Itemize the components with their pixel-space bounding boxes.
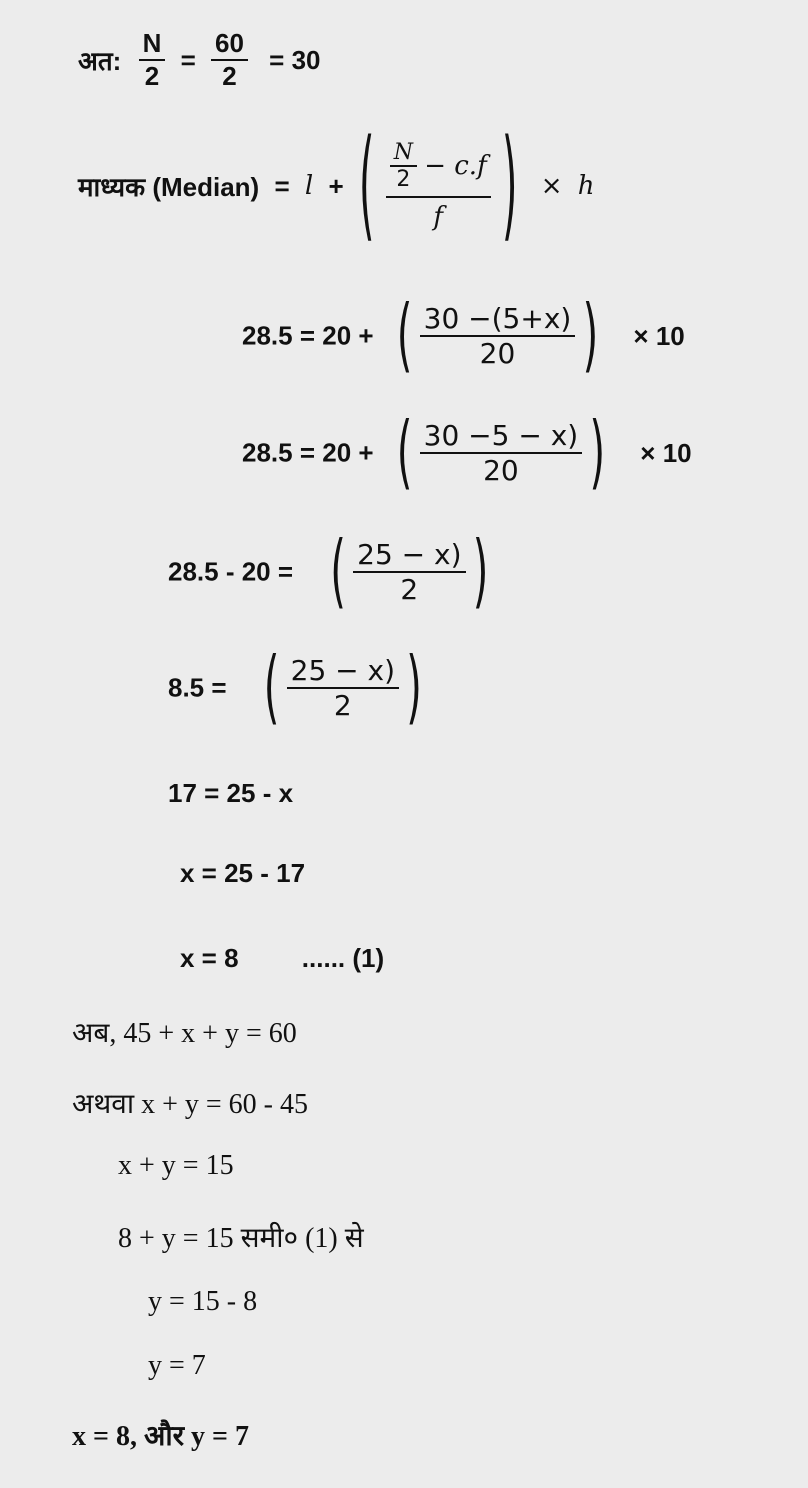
equation-step-4 (168, 642, 422, 734)
equals-sign: = (180, 44, 196, 75)
left-paren: ( (396, 290, 413, 382)
median-label: माध्यक (Median) (78, 172, 260, 202)
fraction-numerator: 30 −5 − x) (420, 419, 583, 454)
hindi-prefix: अत: (78, 46, 122, 76)
times-sign: × (540, 171, 563, 201)
final-answer: x = 8, और y = 7 (72, 1421, 250, 1452)
equation-reference: ...... (1) (301, 943, 385, 973)
equation-step-3 (168, 526, 489, 618)
frequency-symbol: f (433, 202, 443, 232)
minus-cf-symbol: − c.f (424, 151, 487, 181)
line-n-over-2 (78, 28, 321, 92)
equation-step-8: अब, 45 + x + y = 60 (72, 1018, 297, 1049)
left-paren: ( (396, 407, 413, 499)
right-paren: ) (589, 407, 606, 499)
fraction-denominator: 2 (222, 61, 237, 91)
fraction-denominator: 2 (333, 689, 352, 722)
equation-lhs: 28.5 = 20 + (242, 320, 374, 351)
equation-step-11: 8 + y = 15 समी० (1) से (118, 1223, 364, 1254)
plus-sign: + (328, 170, 344, 201)
fraction-numerator: N (139, 28, 166, 61)
equation-step-12: y = 15 - 8 (148, 1286, 258, 1317)
equation-fraction (420, 302, 576, 370)
equation-step-13: y = 7 (148, 1350, 206, 1381)
right-paren: ) (406, 642, 422, 734)
equation-lhs: 28.5 - 20 = (168, 556, 294, 587)
median-formula (78, 117, 595, 255)
equation-step-1 (242, 290, 685, 382)
two-symbol: 2 (396, 167, 411, 192)
right-paren: ) (472, 526, 489, 618)
x-value-equation: x = 8 (180, 943, 239, 973)
median-numerator (386, 140, 491, 198)
result-value: = 30 (269, 44, 321, 75)
fraction-n-over-2 (139, 28, 166, 92)
fraction-60-over-2 (211, 28, 248, 92)
right-paren: ) (582, 290, 599, 382)
equation-step-7 (180, 943, 384, 974)
left-paren: ( (358, 117, 375, 255)
median-fraction (386, 140, 491, 232)
fraction-n-over-2-small (390, 140, 417, 192)
equation-rhs: × 10 (633, 320, 685, 351)
equation-rhs: × 10 (640, 437, 692, 468)
fraction-denominator: 2 (400, 573, 419, 606)
fraction-denominator: 2 (144, 61, 160, 91)
equation-step-9: अथवा x + y = 60 - 45 (72, 1089, 309, 1120)
left-paren: ( (263, 642, 280, 734)
lower-limit-symbol: l (304, 171, 314, 201)
fraction-numerator: 25 − x) (353, 538, 465, 573)
equation-step-2 (242, 407, 692, 499)
equation-step-5: 17 = 25 - x (168, 778, 294, 808)
left-paren: ( (330, 526, 346, 618)
equation-fraction (353, 538, 465, 606)
fraction-denominator: 20 (483, 454, 519, 487)
fraction-numerator: 30 −(5+x) (420, 302, 576, 337)
fraction-denominator: 20 (479, 337, 516, 370)
equation-step-6: x = 25 - 17 (180, 858, 306, 888)
n-symbol: N (390, 140, 417, 167)
equation-lhs: 8.5 = (168, 672, 227, 703)
fraction-numerator: 25 − x) (287, 654, 399, 689)
equation-fraction (420, 419, 583, 487)
equation-fraction (287, 654, 399, 722)
equation-lhs: 28.5 = 20 + (242, 437, 374, 468)
fraction-numerator: 60 (211, 28, 248, 61)
equals-sign: = (274, 170, 290, 201)
equation-step-10: x + y = 15 (118, 1150, 234, 1181)
right-paren: ) (501, 117, 518, 255)
class-width-symbol: h (577, 171, 595, 201)
